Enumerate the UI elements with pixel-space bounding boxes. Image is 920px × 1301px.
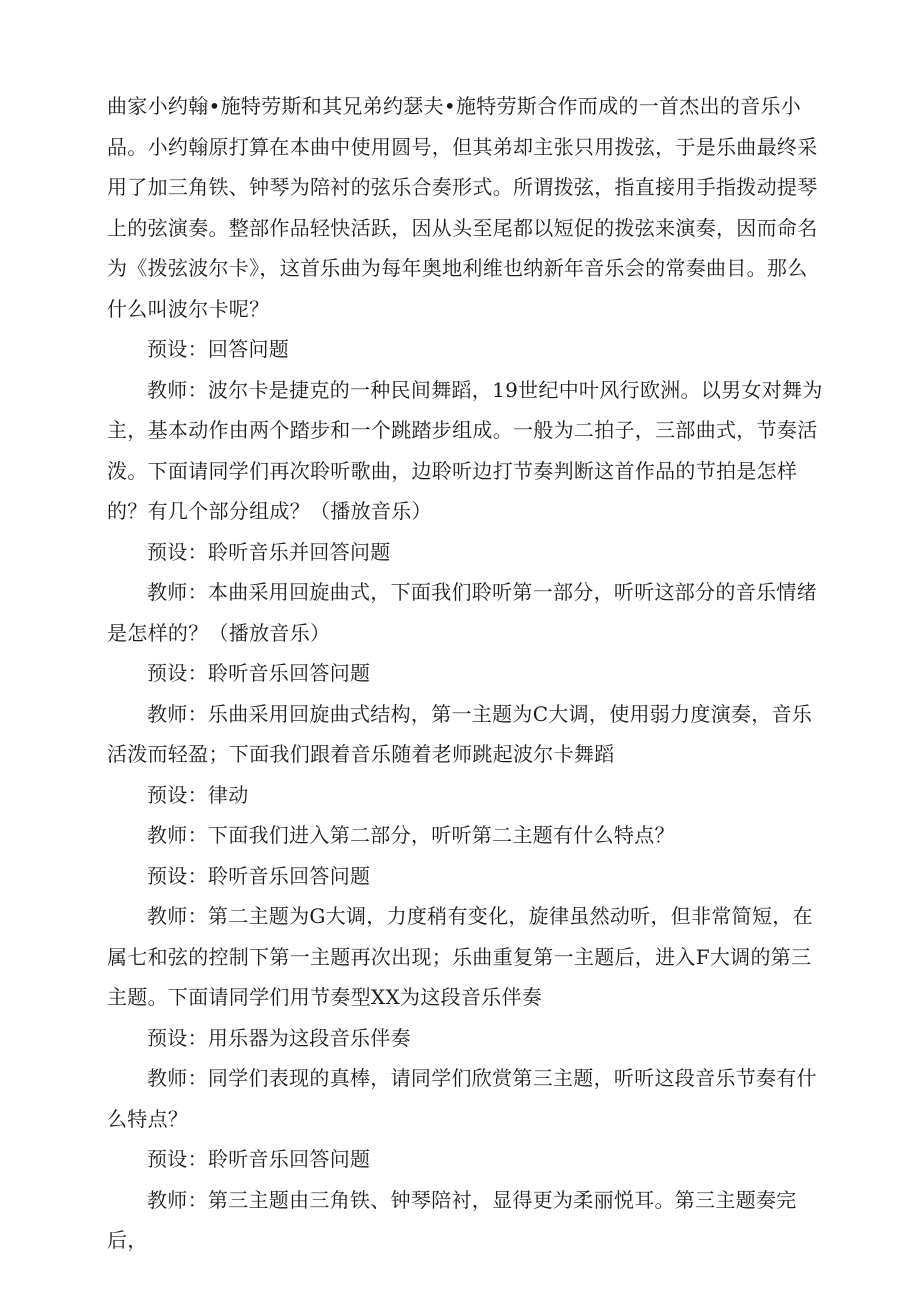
paragraph-teacher-7: 教师：第三主题由三角铁、钟琴陪衬，显得更为柔丽悦耳。第三主题奏完后，	[107, 1187, 797, 1252]
paragraph-teacher-6: 教师：同学们表现的真棒，请同学们欣赏第三主题，听听这段音乐节奏有什么特点？	[107, 1066, 817, 1131]
paragraph-preset-5: 预设：聆听音乐回答问题	[147, 863, 371, 888]
paragraph-teacher-1: 教师：波尔卡是捷克的一种民间舞蹈，19世纪中叶风行欧洲。以男女对舞为主，基本动作由两个踏步和一个跳踏步组成。一般为二拍子，三部曲式，节奏活泼。下面请同学们再次聆听歌曲，边聆听边打节奏判断这首作品的节拍是怎样的？有几个部分组成？（播放音乐）	[107, 377, 823, 523]
document-body	[107, 86, 827, 1261]
paragraph-preset-1: 预设：回答问题	[147, 337, 290, 361]
paragraph-teacher-3: 教师：乐曲采用回旋曲式结构，第一主题为C大调，使用弱力度演奏，音乐活泼而轻盈；下面我们跟着音乐随着老师跳起波尔卡舞蹈	[107, 701, 813, 766]
paragraph-teacher-4: 教师：下面我们进入第二部分，听听第二主题有什么特点？	[147, 823, 675, 847]
paragraph-teacher-5: 教师：第二主题为G大调，力度稍有变化，旋律虽然动听，但非常简短，在属七和弦的控制下第一主题再次出现；乐曲重复第一主题后，进入F大调的第三主题。下面请同学们用节奏型XX为这段音乐伴奏	[107, 904, 813, 1009]
paragraph-preset-6: 预设：用乐器为这段音乐伴奏	[147, 1025, 411, 1050]
paragraph-preset-2: 预设：聆听音乐并回答问题	[147, 539, 391, 564]
paragraph-preset-3: 预设：聆听音乐回答问题	[147, 661, 371, 685]
paragraph-intro: 曲家小约翰•施特劳斯和其兄弟约瑟夫•施特劳斯合作而成的一首杰出的音乐小品。小约翰原打算在本曲中使用圆号，但其弟却主张只用拨弦，于是乐曲最终采用了加三角铁、钟琴为陪衬的弦乐合奏形式。所谓拨弦，指直接用手指拨动提琴上的弦演奏。整部作品轻快活跃，因从头至尾都以短促的拨弦来演奏，因而命名为《拨弦波尔卡》，这首乐曲为每年奥地利维也纳新年音乐会的常奏曲目。那么什么叫波尔卡呢？	[107, 94, 818, 321]
paragraph-preset-4: 预设：律动	[147, 782, 249, 807]
paragraph-preset-7: 预设：聆听音乐回答问题	[147, 1147, 371, 1171]
paragraph-teacher-2: 教师：本曲采用回旋曲式，下面我们聆听第一部分，听听这部分的音乐情绪是怎样的？（播放音乐）	[107, 580, 817, 645]
